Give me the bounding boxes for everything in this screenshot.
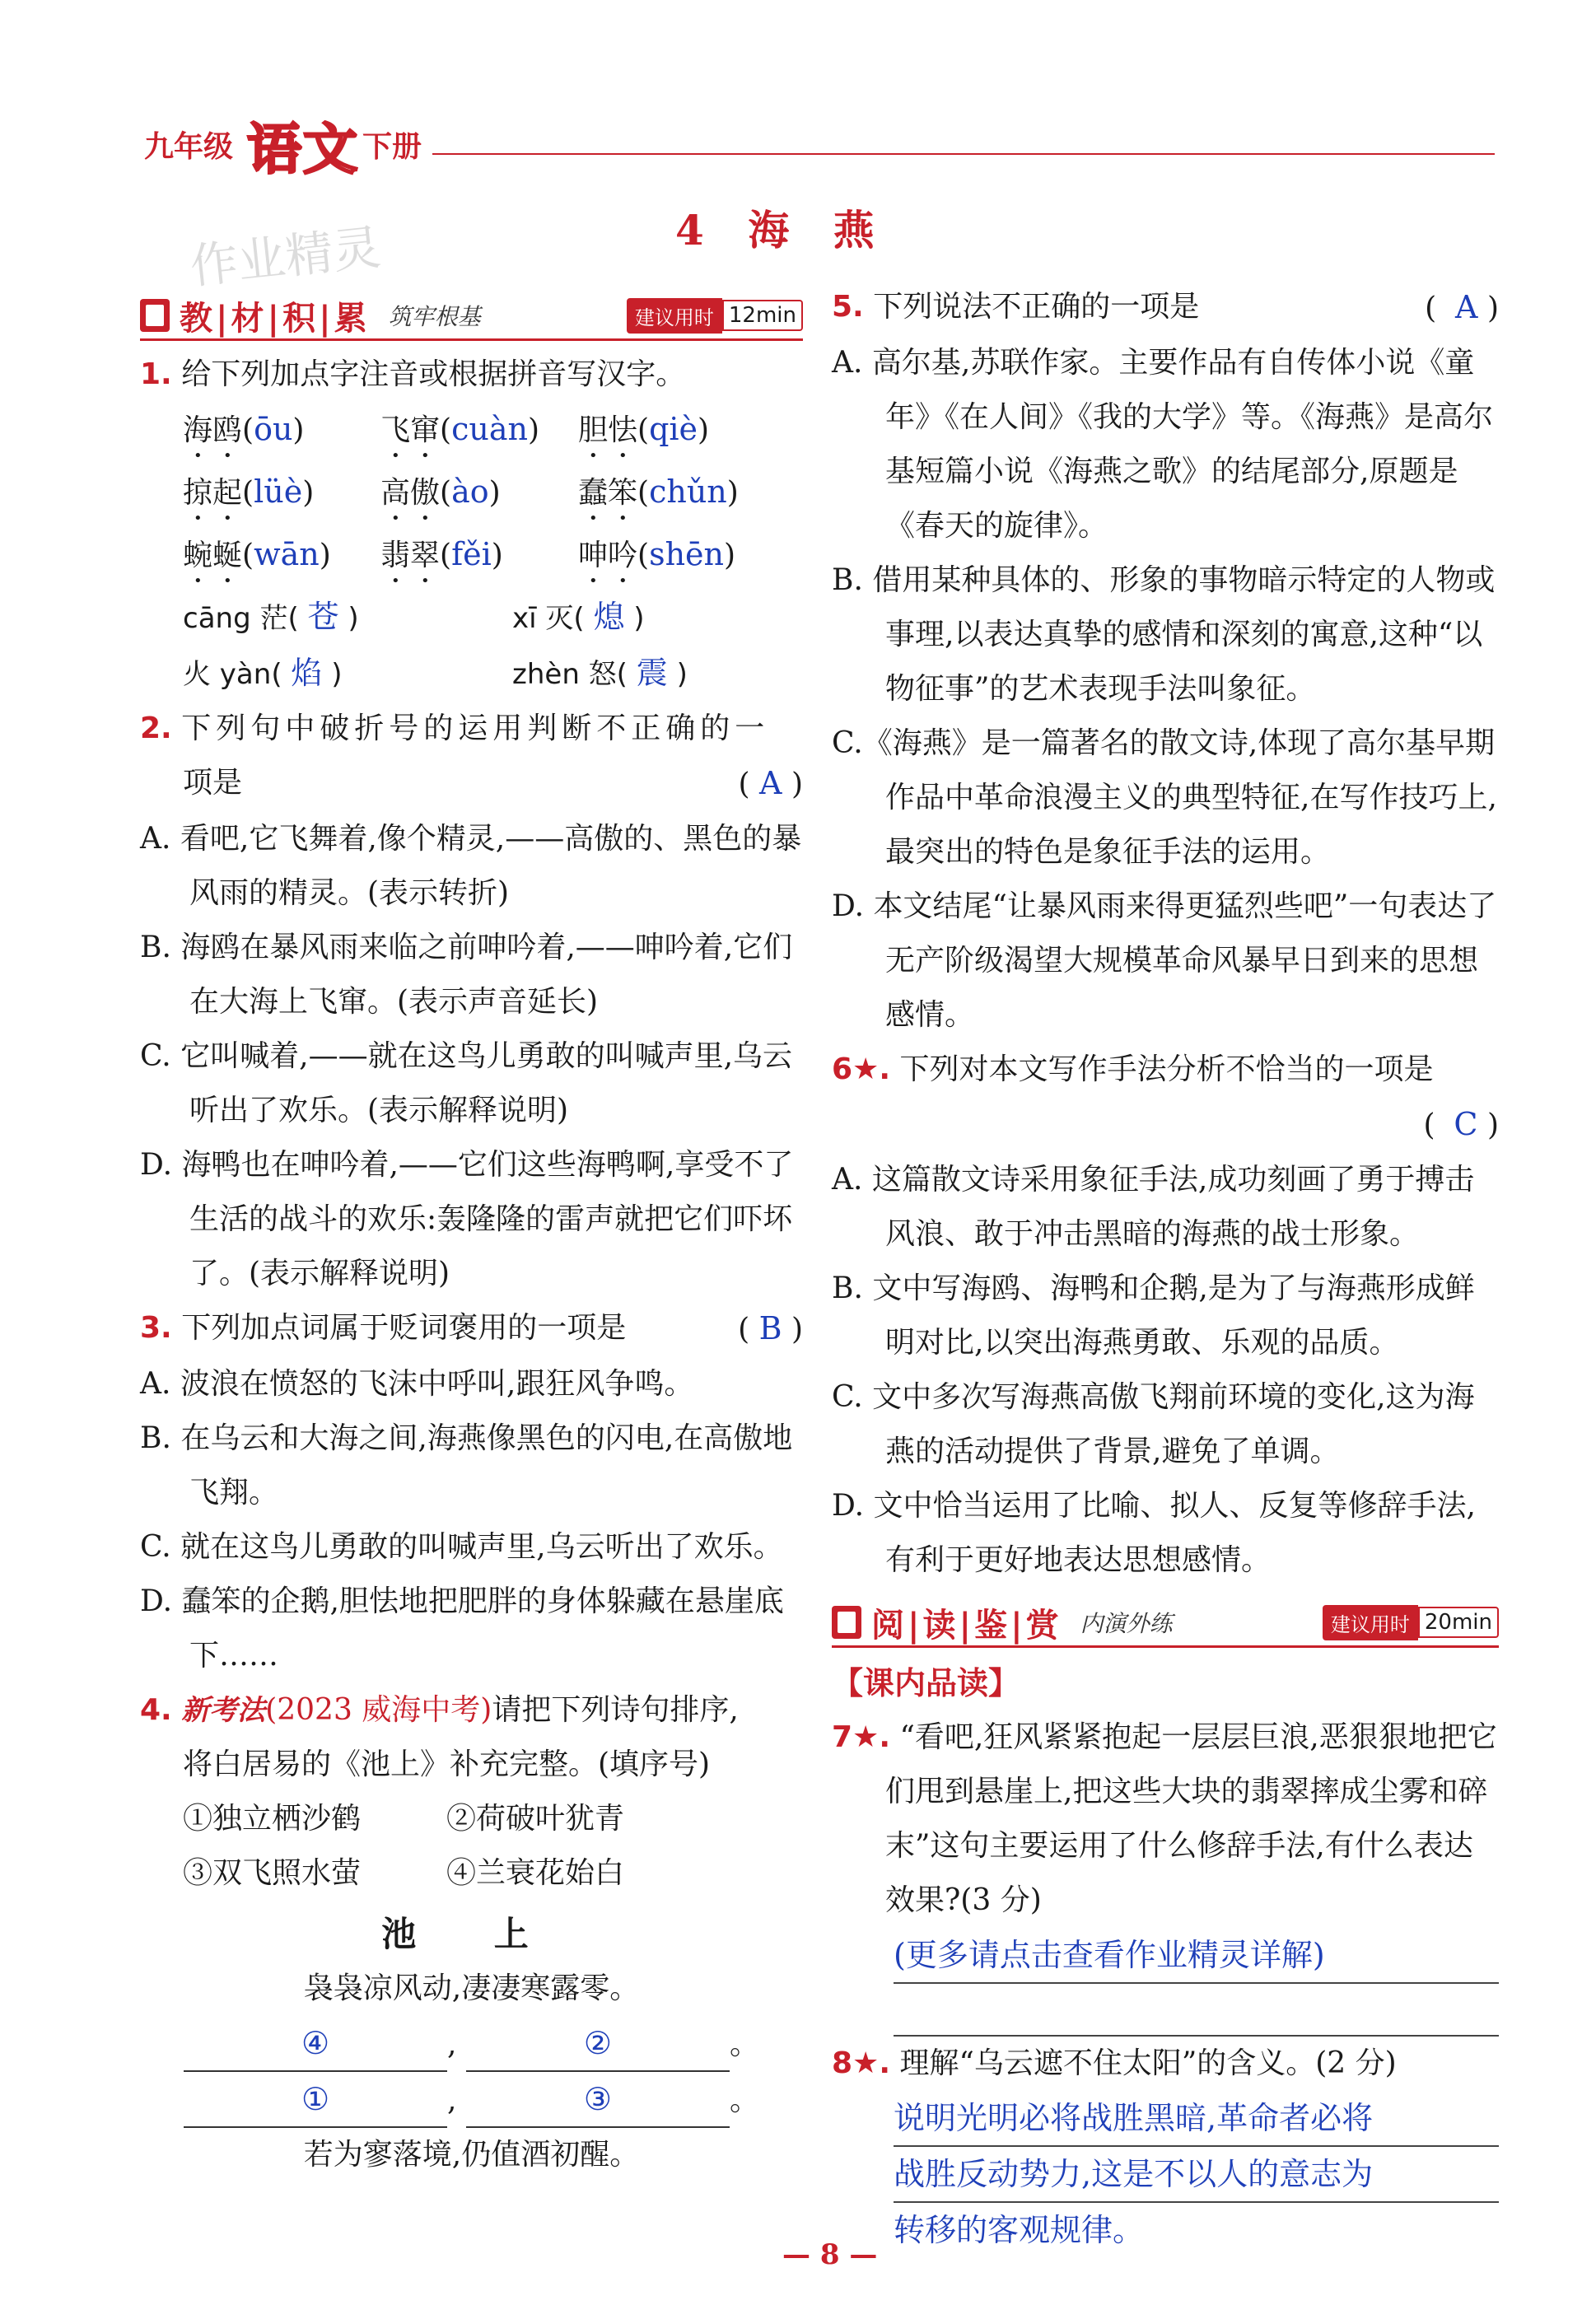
word-item: 掠起(lüè) [183,474,315,510]
right-column [832,280,1499,2257]
pinyin: zhèn 怒 [512,658,617,691]
answer: ào [451,474,489,510]
blank: ③ [466,2072,730,2128]
section-subtitle: 内演外练 [1080,1610,1173,1637]
answer-bracket: ( A ) [738,765,803,801]
section-title: 阅|读|鉴|赏 [871,1605,1062,1645]
choice-2: ②荷破叶犹青 [446,1802,625,1836]
answer: A [759,765,782,801]
word: 高傲 [380,476,441,510]
option-c: C. 文中多次写海燕高傲飞翔前环境的变化,这为海燕的活动提供了背景,避免了单调。 [832,1380,1475,1468]
answer: chǔn [649,474,727,510]
question-number: 6★. [832,1052,890,1086]
answer: C [1454,1106,1478,1142]
answer-line[interactable]: 转移的客观规律。 [894,2212,1145,2248]
question-number: 1. [140,357,172,391]
option-b: B. 在乌云和大海之间,海燕像黑色的闪电,在高傲地飞翔。 [140,1421,793,1509]
pinyin-item: cāng 茫( 苍 ) [183,599,359,635]
option-d: D. 海鸭也在呻吟着,——它们这些海鸭啊,享受不了生活的战斗的欢乐:轰隆隆的雷声就把它们吓坏了。(表示解释说明) [140,1148,794,1290]
book-icon [140,299,170,332]
word: 蠢笨 [578,476,638,510]
option-a: A. 高尔基,苏联作家。主要作品有自传体小说《童年》《在人间》《我的大学》等。《海燕》是高尔基短篇小说《海燕之歌》的结尾部分,原题是《春天的旋律》。 [832,346,1494,543]
answer: 苍 [307,599,339,635]
header-volume: 下册 [362,130,422,164]
pinyin-item: xī 灭( 熄 ) [512,599,645,635]
option-b: B. 文中写海鸥、海鸭和企鹅,是为了与海燕形成鲜明对比,以突出海燕勇敢、乐观的品质。 [832,1271,1475,1360]
answer-bracket: ( B ) [738,1310,803,1346]
watermark-logo: 作业精灵 [187,219,384,295]
answer: fěi [451,536,492,572]
option-a: A. 看吧,它飞舞着,像个精灵,——高傲的、黑色的暴风雨的精灵。(表示转折) [140,822,802,910]
choice-4: ④兰衰花始白 [446,1856,625,1890]
option-c: C. 就在这鸟儿勇敢的叫喊声里,乌云听出了欢乐。 [140,1530,783,1564]
period: 。 [729,2027,759,2061]
answer: 震 [636,655,668,691]
answer-bracket: ( C ) [1423,1106,1499,1142]
question-4 [140,1683,803,2182]
reading-tag: 【课内品读】 [832,1664,1020,1701]
header-rule [432,153,1495,155]
question-number: 7★. [832,1720,890,1754]
option-c: C. 它叫喊着,——就在这鸟儿勇敢的叫喊声里,乌云听出了欢乐。(表示解释说明) [140,1039,793,1127]
answer-line[interactable]: (更多请点击查看作业精灵详解) [894,1928,1499,1984]
answer: cuàn [451,411,528,447]
word: 翡翠 [380,539,441,572]
option-d: D. 蠢笨的企鹅,胆怯地把肥胖的身体躲藏在悬崖底下…… [140,1584,784,1673]
pinyin-item: 火 yàn( 焰 ) [183,655,343,691]
question-1 [140,348,803,702]
question-stem-cont: 项是 [183,766,243,800]
poem-title: 池 上 [381,1914,562,1954]
answer: lüè [254,474,303,510]
header-grade: 九年级 [144,130,234,164]
comma: , [447,2083,457,2117]
page-number: — 8 — [782,2238,878,2271]
question-stem: 请把下列诗句排序, [492,1693,739,1727]
choice-1: ①独立栖沙鹤 [183,1802,362,1836]
option-a: A. 波浪在愤怒的飞沫中呼叫,跟狂风争鸣。 [140,1367,694,1401]
poem-last-line: 若为寥落境,仍值酒初醒。 [303,2138,640,2172]
word: 胆怯 [578,413,638,447]
answer: 焰 [291,655,323,691]
pinyin-item: zhèn 怒( 震 ) [512,655,688,691]
time-label: 建议用时 [627,298,722,334]
word-item: 翡翠(fěi) [380,536,503,572]
word: 呻吟 [578,539,638,572]
pinyin: 火 yàn [183,658,272,691]
poem-line-1: 袅袅凉风动,凄凄寒露零。 [303,1971,640,2005]
question-3 [140,1301,803,1683]
word: 掠起 [183,476,243,510]
question-stem: 给下列加点字注音或根据拼音写汉字。 [181,357,686,391]
time-value: 20min [1418,1607,1499,1638]
word-item: 胆怯(qiè) [578,411,710,447]
blank: ① [184,2072,447,2128]
question-number: 3. [140,1311,172,1345]
pinyin: cāng 茫 [183,602,288,635]
question-stem-cont: 将白居易的《池上》补充完整。(填序号) [183,1747,711,1781]
answer-line[interactable]: 说明光明必将战胜黑暗,革命者必将 [894,2091,1499,2147]
answer: qiè [649,411,698,447]
word: 蜿蜒 [183,539,243,572]
option-b: B. 海鸥在暴风雨来临之前呻吟着,——呻吟着,它们在大海上飞窜。(表示声音延长) [140,931,793,1019]
question-stem: 下列说法不正确的一项是 [873,290,1200,324]
poem-blank-row-1 [140,2016,803,2072]
answer: 熄 [593,599,625,635]
time-badge [627,298,803,334]
answer: shēn [649,536,724,572]
answer-line[interactable]: 战胜反动势力,这是不以人的意志为 [894,2147,1499,2203]
question-number: 2. [140,712,172,745]
answer: B [758,1310,782,1346]
option-d: D. 本文结尾“让暴风雨来得更猛烈些吧”一句表达了无产阶级渴望大规模革命风暴早日到来的思想感情。 [832,889,1497,1032]
word: 海鸥 [183,413,243,447]
blank: ② [466,2016,730,2072]
question-6 [832,1043,1499,1588]
open-book-icon [832,1606,861,1639]
word: 飞窜 [380,413,441,447]
left-column [140,292,803,2182]
question-number: 4. [140,1693,172,1727]
word-item: 海鸥(ōu) [183,411,305,447]
question-text: “看吧,狂风紧紧抱起一层层巨浪,恶狠狠地把它们甩到悬崖上,把这些大块的翡翠摔成尘雾和碎末”这句主要运用了什么修辞手法,有什么表达效果?(3 分) [885,1720,1497,1917]
question-stem: 下列对本文写作手法分析不恰当的一项是 [899,1052,1434,1086]
time-value: 12min [722,300,803,331]
period: 。 [729,2083,759,2117]
blank: ④ [184,2016,447,2072]
option-b: B. 借用某种具体的、形象的事物暗示特定的人物或事理,以表达真挚的感情和深刻的寓意,这种“以物征事”的艺术表现手法叫象征。 [832,563,1496,706]
option-d: D. 文中恰当运用了比喻、拟人、反复等修辞手法,有利于更好地表达思想感情。 [832,1489,1476,1577]
option-a: A. 这篇散文诗采用象征手法,成功刻画了勇于搏击风浪、敢于冲击黑暗的海燕的战士形象。 [832,1163,1475,1251]
answer: A [1455,289,1478,325]
poem-blank-row-2 [140,2072,803,2128]
section-textbook-accumulation [140,292,803,341]
question-5 [832,280,1499,1043]
option-c: C.《海燕》是一篇著名的散文诗,体现了高尔基早期作品中革命浪漫主义的典型特征,在写作技巧上,最突出的特色是象征手法的运用。 [832,726,1497,869]
word-item: 飞窜(cuàn) [380,411,539,447]
answer-bracket: ( A ) [1425,289,1499,325]
comma: , [447,2027,457,2061]
new-method-tag: 新考法 [181,1694,266,1727]
choice-3: ③双飞照水萤 [183,1856,362,1890]
question-stem: 下列句中破折号的运用判断不正确的一 [181,712,770,745]
section-title: 教|材|积|累 [180,298,371,338]
question-7 [832,1710,1499,2037]
header-subject: 语文 [247,118,359,181]
section-subtitle: 筑牢根基 [388,303,481,330]
pinyin: xī 灭 [512,602,574,635]
question-number: 8★. [832,2046,890,2080]
answer-line-blank[interactable] [894,1984,1499,2037]
question-number: 5. [832,290,864,324]
question-2 [140,702,803,1301]
word-item: 蠢笨(chǔn) [578,474,739,510]
question-8 [832,2037,1499,2257]
answer: ōu [254,411,293,447]
time-label: 建议用时 [1323,1605,1418,1640]
question-text: 理解“乌云遮不住太阳”的含义。(2 分) [899,2046,1397,2080]
word-item: 高傲(ào) [380,474,501,510]
word-item: 蜿蜒(wān) [183,536,331,572]
word-item: 呻吟(shēn) [578,536,736,572]
answer: wān [254,536,320,572]
question-stem: 下列加点词属于贬词褒用的一项是 [181,1311,627,1345]
lesson-title: 4 海 燕 [675,206,889,254]
time-badge [1323,1605,1499,1640]
section-reading-appreciation [832,1599,1499,1648]
question-source: (2023 威海中考) [265,1693,492,1727]
